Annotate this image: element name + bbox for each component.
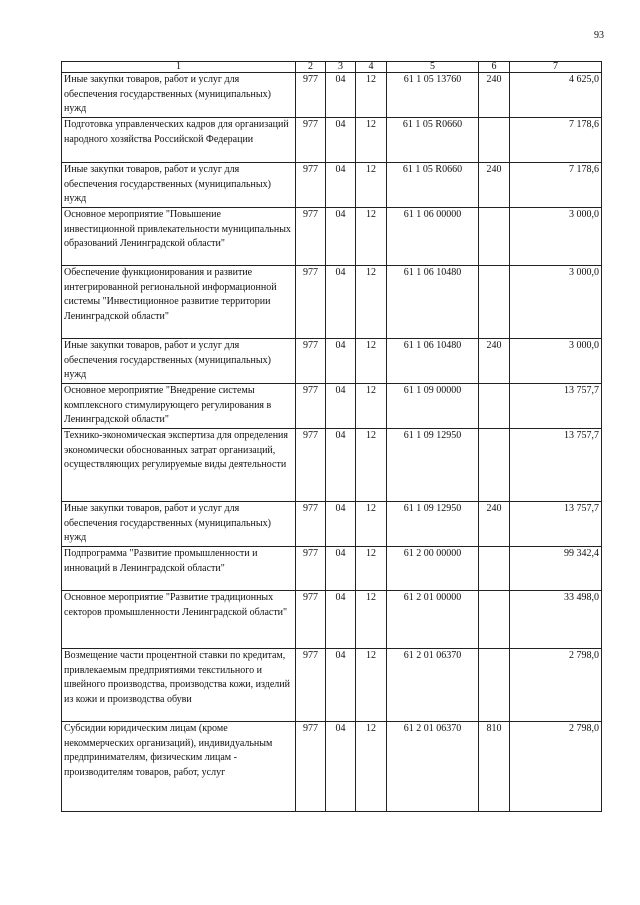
- cell-expense-type: 240: [479, 502, 510, 547]
- cell-subsection: 12: [356, 118, 387, 163]
- cell-ministry: 977: [296, 591, 326, 649]
- cell-section: 04: [326, 118, 356, 163]
- cell-subsection: 12: [356, 502, 387, 547]
- cell-subsection: 12: [356, 591, 387, 649]
- cell-amount: 3 000,0: [510, 339, 602, 384]
- table-row: [62, 208, 602, 266]
- row-name: Иные закупки товаров, работ и услуг для обеспечения государственных (муниципальных) нужд: [62, 163, 296, 208]
- row-name: Иные закупки товаров, работ и услуг для обеспечения государственных (муниципальных) нужд: [62, 502, 296, 547]
- budget-table: [61, 61, 602, 812]
- cell-target-article: 61 1 06 00000: [387, 208, 479, 266]
- cell-subsection: 12: [356, 163, 387, 208]
- row-name: Основное мероприятие "Повышение инвестиционной привлекательности муниципальных образований Ленинградской области": [62, 208, 296, 266]
- col-header: 5: [387, 62, 479, 73]
- page-number: 93: [594, 30, 604, 41]
- cell-subsection: 12: [356, 722, 387, 812]
- cell-subsection: 12: [356, 73, 387, 118]
- cell-subsection: 12: [356, 547, 387, 591]
- table-row: [62, 547, 602, 591]
- cell-amount: 2 798,0: [510, 722, 602, 812]
- cell-subsection: 12: [356, 429, 387, 502]
- table-row: [62, 266, 602, 339]
- cell-ministry: 977: [296, 429, 326, 502]
- cell-section: 04: [326, 591, 356, 649]
- cell-ministry: 977: [296, 722, 326, 812]
- cell-amount: 7 178,6: [510, 118, 602, 163]
- cell-target-article: 61 1 09 12950: [387, 502, 479, 547]
- cell-amount: 13 757,7: [510, 384, 602, 429]
- cell-amount: 13 757,7: [510, 429, 602, 502]
- row-name: Подготовка управленческих кадров для организаций народного хозяйства Российской Федерации: [62, 118, 296, 163]
- cell-amount: 4 625,0: [510, 73, 602, 118]
- cell-expense-type: [479, 118, 510, 163]
- col-header: 2: [296, 62, 326, 73]
- cell-target-article: 61 2 01 06370: [387, 649, 479, 722]
- table-row: [62, 384, 602, 429]
- row-name: Иные закупки товаров, работ и услуг для обеспечения государственных (муниципальных) нужд: [62, 339, 296, 384]
- cell-ministry: 977: [296, 73, 326, 118]
- row-name: Субсидии юридическим лицам (кроме некоммерческих организаций), индивидуальным предпринимателям, физическим лицам - производителям товаров, работ, услуг: [62, 722, 296, 812]
- row-name: Иные закупки товаров, работ и услуг для обеспечения государственных (муниципальных) нужд: [62, 73, 296, 118]
- cell-section: 04: [326, 722, 356, 812]
- row-name: Обеспечение функционирования и развитие интегрированной региональной информационной системы "Инвестиционное развитие территории Ленинградской области": [62, 266, 296, 339]
- cell-expense-type: [479, 429, 510, 502]
- cell-expense-type: 240: [479, 163, 510, 208]
- cell-ministry: 977: [296, 649, 326, 722]
- cell-target-article: 61 1 05 R0660: [387, 118, 479, 163]
- cell-expense-type: 240: [479, 73, 510, 118]
- cell-expense-type: [479, 266, 510, 339]
- cell-section: 04: [326, 208, 356, 266]
- col-header: 1: [62, 62, 296, 73]
- cell-amount: 3 000,0: [510, 266, 602, 339]
- table-row: [62, 339, 602, 384]
- cell-ministry: 977: [296, 384, 326, 429]
- cell-subsection: 12: [356, 649, 387, 722]
- cell-section: 04: [326, 266, 356, 339]
- cell-expense-type: [479, 649, 510, 722]
- cell-section: 04: [326, 502, 356, 547]
- col-header: 6: [479, 62, 510, 73]
- col-header: 4: [356, 62, 387, 73]
- row-name: Основное мероприятие "Развитие традиционных секторов промышленности Ленинградской области": [62, 591, 296, 649]
- cell-expense-type: 240: [479, 339, 510, 384]
- col-header: 3: [326, 62, 356, 73]
- cell-section: 04: [326, 73, 356, 118]
- cell-subsection: 12: [356, 339, 387, 384]
- cell-target-article: 61 1 06 10480: [387, 266, 479, 339]
- cell-ministry: 977: [296, 547, 326, 591]
- cell-subsection: 12: [356, 208, 387, 266]
- cell-expense-type: [479, 547, 510, 591]
- cell-amount: 33 498,0: [510, 591, 602, 649]
- cell-target-article: 61 2 01 00000: [387, 591, 479, 649]
- cell-section: 04: [326, 429, 356, 502]
- cell-target-article: 61 1 06 10480: [387, 339, 479, 384]
- cell-amount: 3 000,0: [510, 208, 602, 266]
- row-name: Подпрограмма "Развитие промышленности и инноваций в Ленинградской области": [62, 547, 296, 591]
- table-row: [62, 73, 602, 118]
- row-name: Технико-экономическая экспертиза для определения экономически обоснованных затрат организаций, осуществляющих регулируемые виды деятельности: [62, 429, 296, 502]
- table-row: [62, 649, 602, 722]
- cell-ministry: 977: [296, 208, 326, 266]
- cell-ministry: 977: [296, 118, 326, 163]
- cell-section: 04: [326, 547, 356, 591]
- cell-amount: 99 342,4: [510, 547, 602, 591]
- table-row: [62, 118, 602, 163]
- table-row: [62, 429, 602, 502]
- cell-amount: 7 178,6: [510, 163, 602, 208]
- table-row: [62, 163, 602, 208]
- cell-target-article: 61 1 05 13760: [387, 73, 479, 118]
- cell-subsection: 12: [356, 384, 387, 429]
- cell-section: 04: [326, 649, 356, 722]
- col-header: 7: [510, 62, 602, 73]
- cell-target-article: 61 2 01 06370: [387, 722, 479, 812]
- cell-target-article: 61 2 00 00000: [387, 547, 479, 591]
- table-row: [62, 722, 602, 812]
- cell-target-article: 61 1 05 R0660: [387, 163, 479, 208]
- cell-ministry: 977: [296, 266, 326, 339]
- cell-expense-type: [479, 384, 510, 429]
- table-row: [62, 591, 602, 649]
- cell-expense-type: [479, 208, 510, 266]
- table-row: [62, 502, 602, 547]
- header-row: [62, 62, 602, 73]
- cell-ministry: 977: [296, 339, 326, 384]
- row-name: Основное мероприятие "Внедрение системы комплексного стимулирующего регулирования в Ленинградской области": [62, 384, 296, 429]
- cell-expense-type: 810: [479, 722, 510, 812]
- cell-target-article: 61 1 09 12950: [387, 429, 479, 502]
- cell-amount: 2 798,0: [510, 649, 602, 722]
- cell-ministry: 977: [296, 163, 326, 208]
- cell-ministry: 977: [296, 502, 326, 547]
- cell-subsection: 12: [356, 266, 387, 339]
- cell-amount: 13 757,7: [510, 502, 602, 547]
- cell-section: 04: [326, 384, 356, 429]
- cell-target-article: 61 1 09 00000: [387, 384, 479, 429]
- cell-section: 04: [326, 339, 356, 384]
- row-name: Возмещение части процентной ставки по кредитам, привлекаемым предприятиями текстильного и швейного производства, производства кожи, изделий из кожи и производства обуви: [62, 649, 296, 722]
- cell-expense-type: [479, 591, 510, 649]
- cell-section: 04: [326, 163, 356, 208]
